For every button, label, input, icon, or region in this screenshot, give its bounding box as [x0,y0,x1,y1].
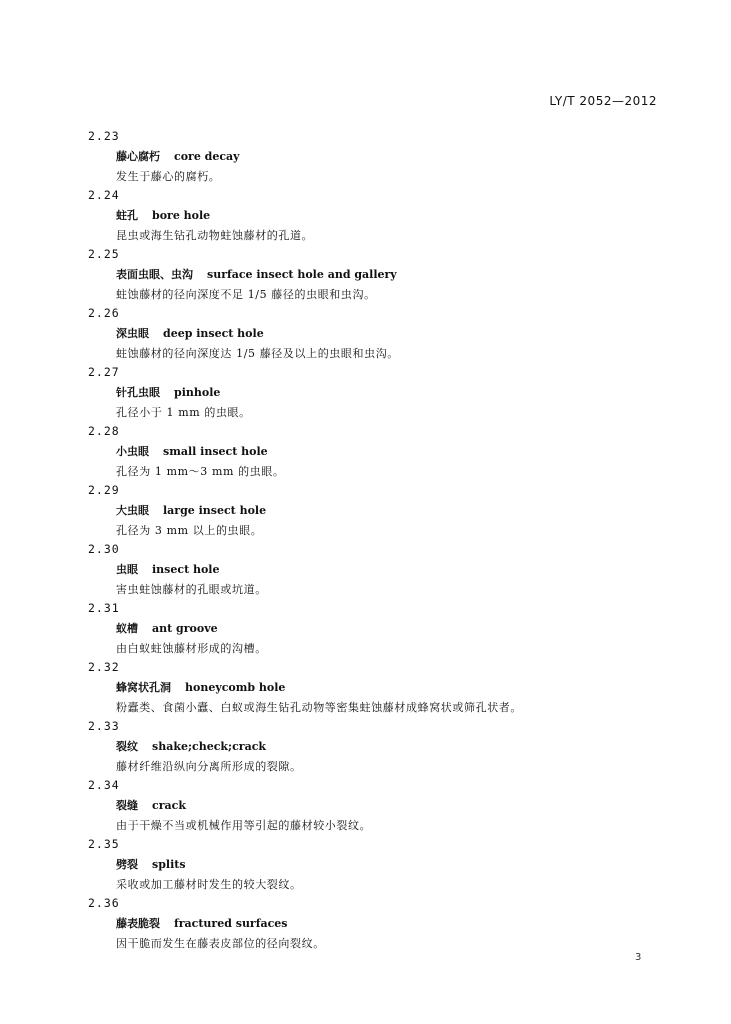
term-english: deep insect hole [163,327,264,340]
term-chinese: 蛀孔 [116,209,138,222]
term-heading [116,502,266,518]
term-definition: 藤材纤维沿纵向分离所形成的裂隙。 [116,760,302,773]
term-heading [116,207,210,223]
term-definition: 粉蠹类、食菌小蠹、白蚁或海生钻孔动物等密集蛀蚀藤材成蜂窝状或筛孔状者。 [116,701,522,714]
term-entry [88,658,668,717]
term-chinese: 裂纹 [116,740,138,753]
term-entry [88,599,668,658]
term-chinese: 藤表脆裂 [116,917,160,930]
term-heading [116,856,186,872]
term-heading [116,620,218,636]
term-definition: 害虫蛀蚀藤材的孔眼或坑道。 [116,583,267,596]
term-definition: 孔径小于 1 mm 的虫眼。 [116,406,251,419]
term-english: splits [152,858,186,871]
term-english: small insect hole [163,445,268,458]
term-definition: 蛀蚀藤材的径向深度不足 1/5 藤径的虫眼和虫沟。 [116,288,376,301]
clause-number: 2.33 [88,719,120,733]
clause-number: 2.34 [88,778,120,792]
term-english: bore hole [152,209,211,222]
term-definition: 孔径为 1 mm～3 mm 的虫眼。 [116,465,285,478]
term-english: large insect hole [163,504,267,517]
term-entry [88,186,668,245]
term-entry [88,481,668,540]
term-heading [116,384,220,400]
term-entry [88,422,668,481]
term-chinese: 蚁槽 [116,622,138,635]
term-chinese: 藤心腐朽 [116,150,160,163]
term-english: core decay [174,150,240,163]
term-english: honeycomb hole [185,681,286,694]
term-definition: 发生于藤心的腐朽。 [116,170,221,183]
clause-number: 2.26 [88,306,120,320]
term-english: fractured surfaces [174,917,288,930]
term-definition: 采收或加工藤材时发生的较大裂纹。 [116,878,302,891]
term-definition: 由白蚁蛀蚀藤材形成的沟槽。 [116,642,267,655]
term-chinese: 虫眼 [116,563,138,576]
standard-code-header: LY/T 2052—2012 [549,94,657,108]
clause-number: 2.25 [88,247,120,261]
term-entry [88,835,668,894]
term-chinese: 大虫眼 [116,504,149,517]
term-definition: 蛀蚀藤材的径向深度达 1/5 藤径及以上的虫眼和虫沟。 [116,347,399,360]
clause-number: 2.27 [88,365,120,379]
term-english: ant groove [152,622,218,635]
term-definition: 昆虫或海生钻孔动物蛀蚀藤材的孔道。 [116,229,314,242]
term-definition: 因干脆而发生在藤表皮部位的径向裂纹。 [116,937,325,950]
term-heading [116,266,397,282]
term-chinese: 劈裂 [116,858,138,871]
clause-number: 2.24 [88,188,120,202]
term-heading [116,738,266,754]
clause-number: 2.36 [88,896,120,910]
term-heading [116,679,285,695]
term-entry [88,894,668,953]
term-chinese: 表面虫眼、虫沟 [116,268,193,281]
term-chinese: 裂缝 [116,799,138,812]
term-entry [88,304,668,363]
term-english: insect hole [152,563,220,576]
term-chinese: 小虫眼 [116,445,149,458]
clause-number: 2.32 [88,660,120,674]
clause-number: 2.30 [88,542,120,556]
term-entry [88,127,668,186]
term-entry [88,363,668,422]
term-heading [116,915,287,931]
term-entry [88,245,668,304]
term-definition: 由于干燥不当或机械作用等引起的藤材较小裂纹。 [116,819,372,832]
clause-number: 2.35 [88,837,120,851]
clause-number: 2.28 [88,424,120,438]
term-english: shake;check;crack [152,740,267,753]
term-entry [88,776,668,835]
term-english: surface insect hole and gallery [207,268,397,281]
term-entry [88,717,668,776]
term-english: pinhole [174,386,221,399]
term-chinese: 深虫眼 [116,327,149,340]
term-heading [116,325,264,341]
clause-number: 2.29 [88,483,120,497]
term-heading [116,443,268,459]
page-number: 3 [635,952,642,963]
clause-number: 2.31 [88,601,120,615]
term-definition: 孔径为 3 mm 以上的虫眼。 [116,524,263,537]
term-heading [116,561,220,577]
term-chinese: 针孔虫眼 [116,386,160,399]
term-entry [88,540,668,599]
term-entries [88,127,668,953]
term-heading [116,148,240,164]
term-heading [116,797,186,813]
term-english: crack [152,799,186,812]
term-chinese: 蜂窝状孔洞 [116,681,171,694]
clause-number: 2.23 [88,129,120,143]
